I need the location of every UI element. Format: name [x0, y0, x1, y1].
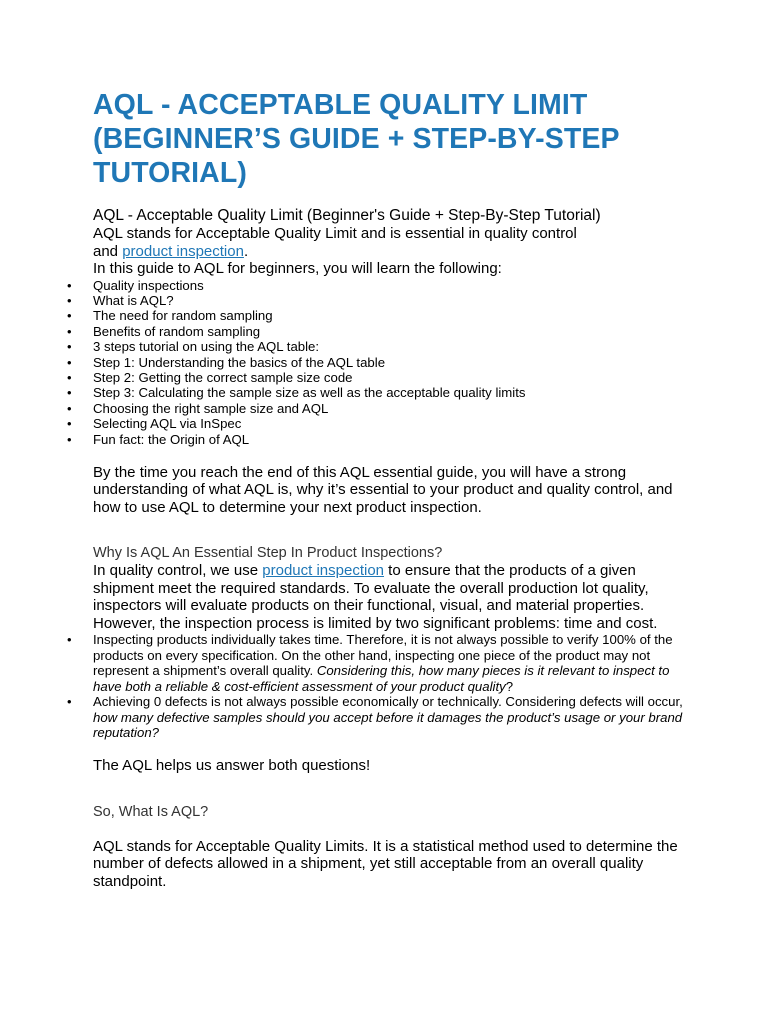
- toc-item-text: Fun fact: the Origin of AQL: [93, 431, 250, 447]
- problem-item-text: Inspecting products individually takes time. Therefore, it is not always possible to verify 100% of the products on every specification. On the other hand, inspecting one piece of the product may not represent a shipment’s overall quality.: [93, 632, 673, 679]
- problems-list: [67, 632, 693, 740]
- intro-line-1: AQL stands for Acceptable Quality Limit and is essential in quality control: [93, 225, 577, 242]
- page-title: AQL - ACCEPTABLE QUALITY LIMIT (BEGINNER’S GUIDE + STEP-BY-STEP TUTORIAL): [93, 89, 620, 189]
- toc-item-text: Selecting AQL via InSpec: [93, 416, 242, 432]
- toc-item-text: Quality inspections: [93, 277, 204, 293]
- toc-item-text: Benefits of random sampling: [93, 323, 261, 339]
- toc-item: [67, 385, 693, 401]
- problem-item: [67, 632, 693, 694]
- bullet-icon: •: [67, 632, 72, 648]
- product-inspection-link[interactable]: product inspection: [122, 242, 244, 260]
- bullet-icon: •: [67, 400, 72, 416]
- intro-line-2: [93, 243, 693, 261]
- toc-item: [67, 323, 693, 339]
- intro-line-2-prefix: and: [93, 242, 123, 260]
- toc-item-text: The need for random sampling: [93, 308, 273, 324]
- section1-closing: The AQL helps us answer both questions!: [93, 757, 371, 775]
- summary-paragraph: By the time you reach the end of this AQL essential guide, you will have a strong understanding of what AQL is, why it’s essential to your product and quality control, and how to use AQL to determine your next product inspection.: [93, 463, 673, 516]
- section-heading-what-is-aql: So, What Is AQL?: [93, 803, 209, 820]
- problem-item-question: how many defective samples should you accept before it damages the product’s usage or your brand reputation?: [93, 709, 683, 740]
- bullet-icon: •: [67, 277, 72, 293]
- bullet-icon: •: [67, 339, 72, 355]
- bullet-icon: •: [67, 416, 72, 432]
- bullet-icon: •: [67, 292, 72, 308]
- toc-item-text: Choosing the right sample size and AQL: [93, 400, 329, 416]
- bullet-icon: •: [67, 431, 72, 447]
- spacer: [93, 516, 693, 545]
- bullet-icon: •: [67, 369, 72, 385]
- toc-item-text: What is AQL?: [93, 292, 174, 308]
- bullet-icon: •: [67, 694, 72, 710]
- toc-list: [67, 277, 693, 447]
- bullet-icon: •: [67, 323, 72, 339]
- bullet-icon: •: [67, 354, 72, 370]
- spacer: [93, 775, 693, 804]
- section2-paragraph: AQL stands for Acceptable Quality Limits. It is a statistical method used to determine the number of defects allowed in a shipment, yet still acceptable from an overall quality standpoint.: [93, 837, 678, 890]
- problem-item-text: Achieving 0 defects is not always possible economically or technically. Considering defects will occur,: [93, 694, 683, 710]
- toc-item: [67, 431, 693, 447]
- toc-item: [67, 339, 693, 355]
- toc-item: [67, 308, 693, 324]
- intro-line-3: In this guide to AQL for beginners, you will learn the following:: [93, 260, 502, 277]
- toc-item: [67, 400, 693, 416]
- toc-item: [67, 416, 693, 432]
- problem-item: [67, 694, 693, 740]
- spacer: [93, 740, 693, 757]
- product-inspection-link[interactable]: product inspection: [262, 562, 385, 580]
- toc-item: [67, 369, 693, 385]
- toc-item-text: Step 2: Getting the correct sample size code: [93, 369, 353, 385]
- section1-paragraph-prefix: In quality control, we use: [93, 562, 263, 580]
- intro-line-2-suffix: .: [243, 242, 249, 260]
- toc-item-text: Step 3: Calculating the sample size as well as the acceptable quality limits: [93, 385, 526, 401]
- toc-item: [67, 292, 693, 308]
- toc-item: [67, 277, 693, 293]
- section1-paragraph: [93, 562, 693, 632]
- spacer: [93, 447, 693, 464]
- toc-item: [67, 354, 693, 370]
- problem-item-question: Considering this, how many pieces is it relevant to inspect to have both a reliable & cost-efficient assessment of your product quality: [93, 663, 670, 694]
- section-heading-why-aql: Why Is AQL An Essential Step In Product Inspections?: [93, 545, 443, 562]
- toc-item-text: Step 1: Understanding the basics of the AQL table: [93, 354, 386, 370]
- document-page: [67, 88, 693, 890]
- spacer: [93, 821, 693, 838]
- bullet-icon: •: [67, 385, 72, 401]
- problem-item-tail: ?: [505, 678, 514, 694]
- toc-item-text: 3 steps tutorial on using the AQL table:: [93, 339, 320, 355]
- bullet-icon: •: [67, 308, 72, 324]
- section1-paragraph-suffix: to ensure that the products of a given shipment meet the required standards. To evaluate the overall production lot quality, inspectors will evaluate products on their functional, visual, and material properties. However, the inspection process is limited by two significant problems: time and cost.: [93, 562, 658, 632]
- document-subtitle: AQL - Acceptable Quality Limit (Beginner's Guide + Step-By-Step Tutorial): [93, 207, 601, 224]
